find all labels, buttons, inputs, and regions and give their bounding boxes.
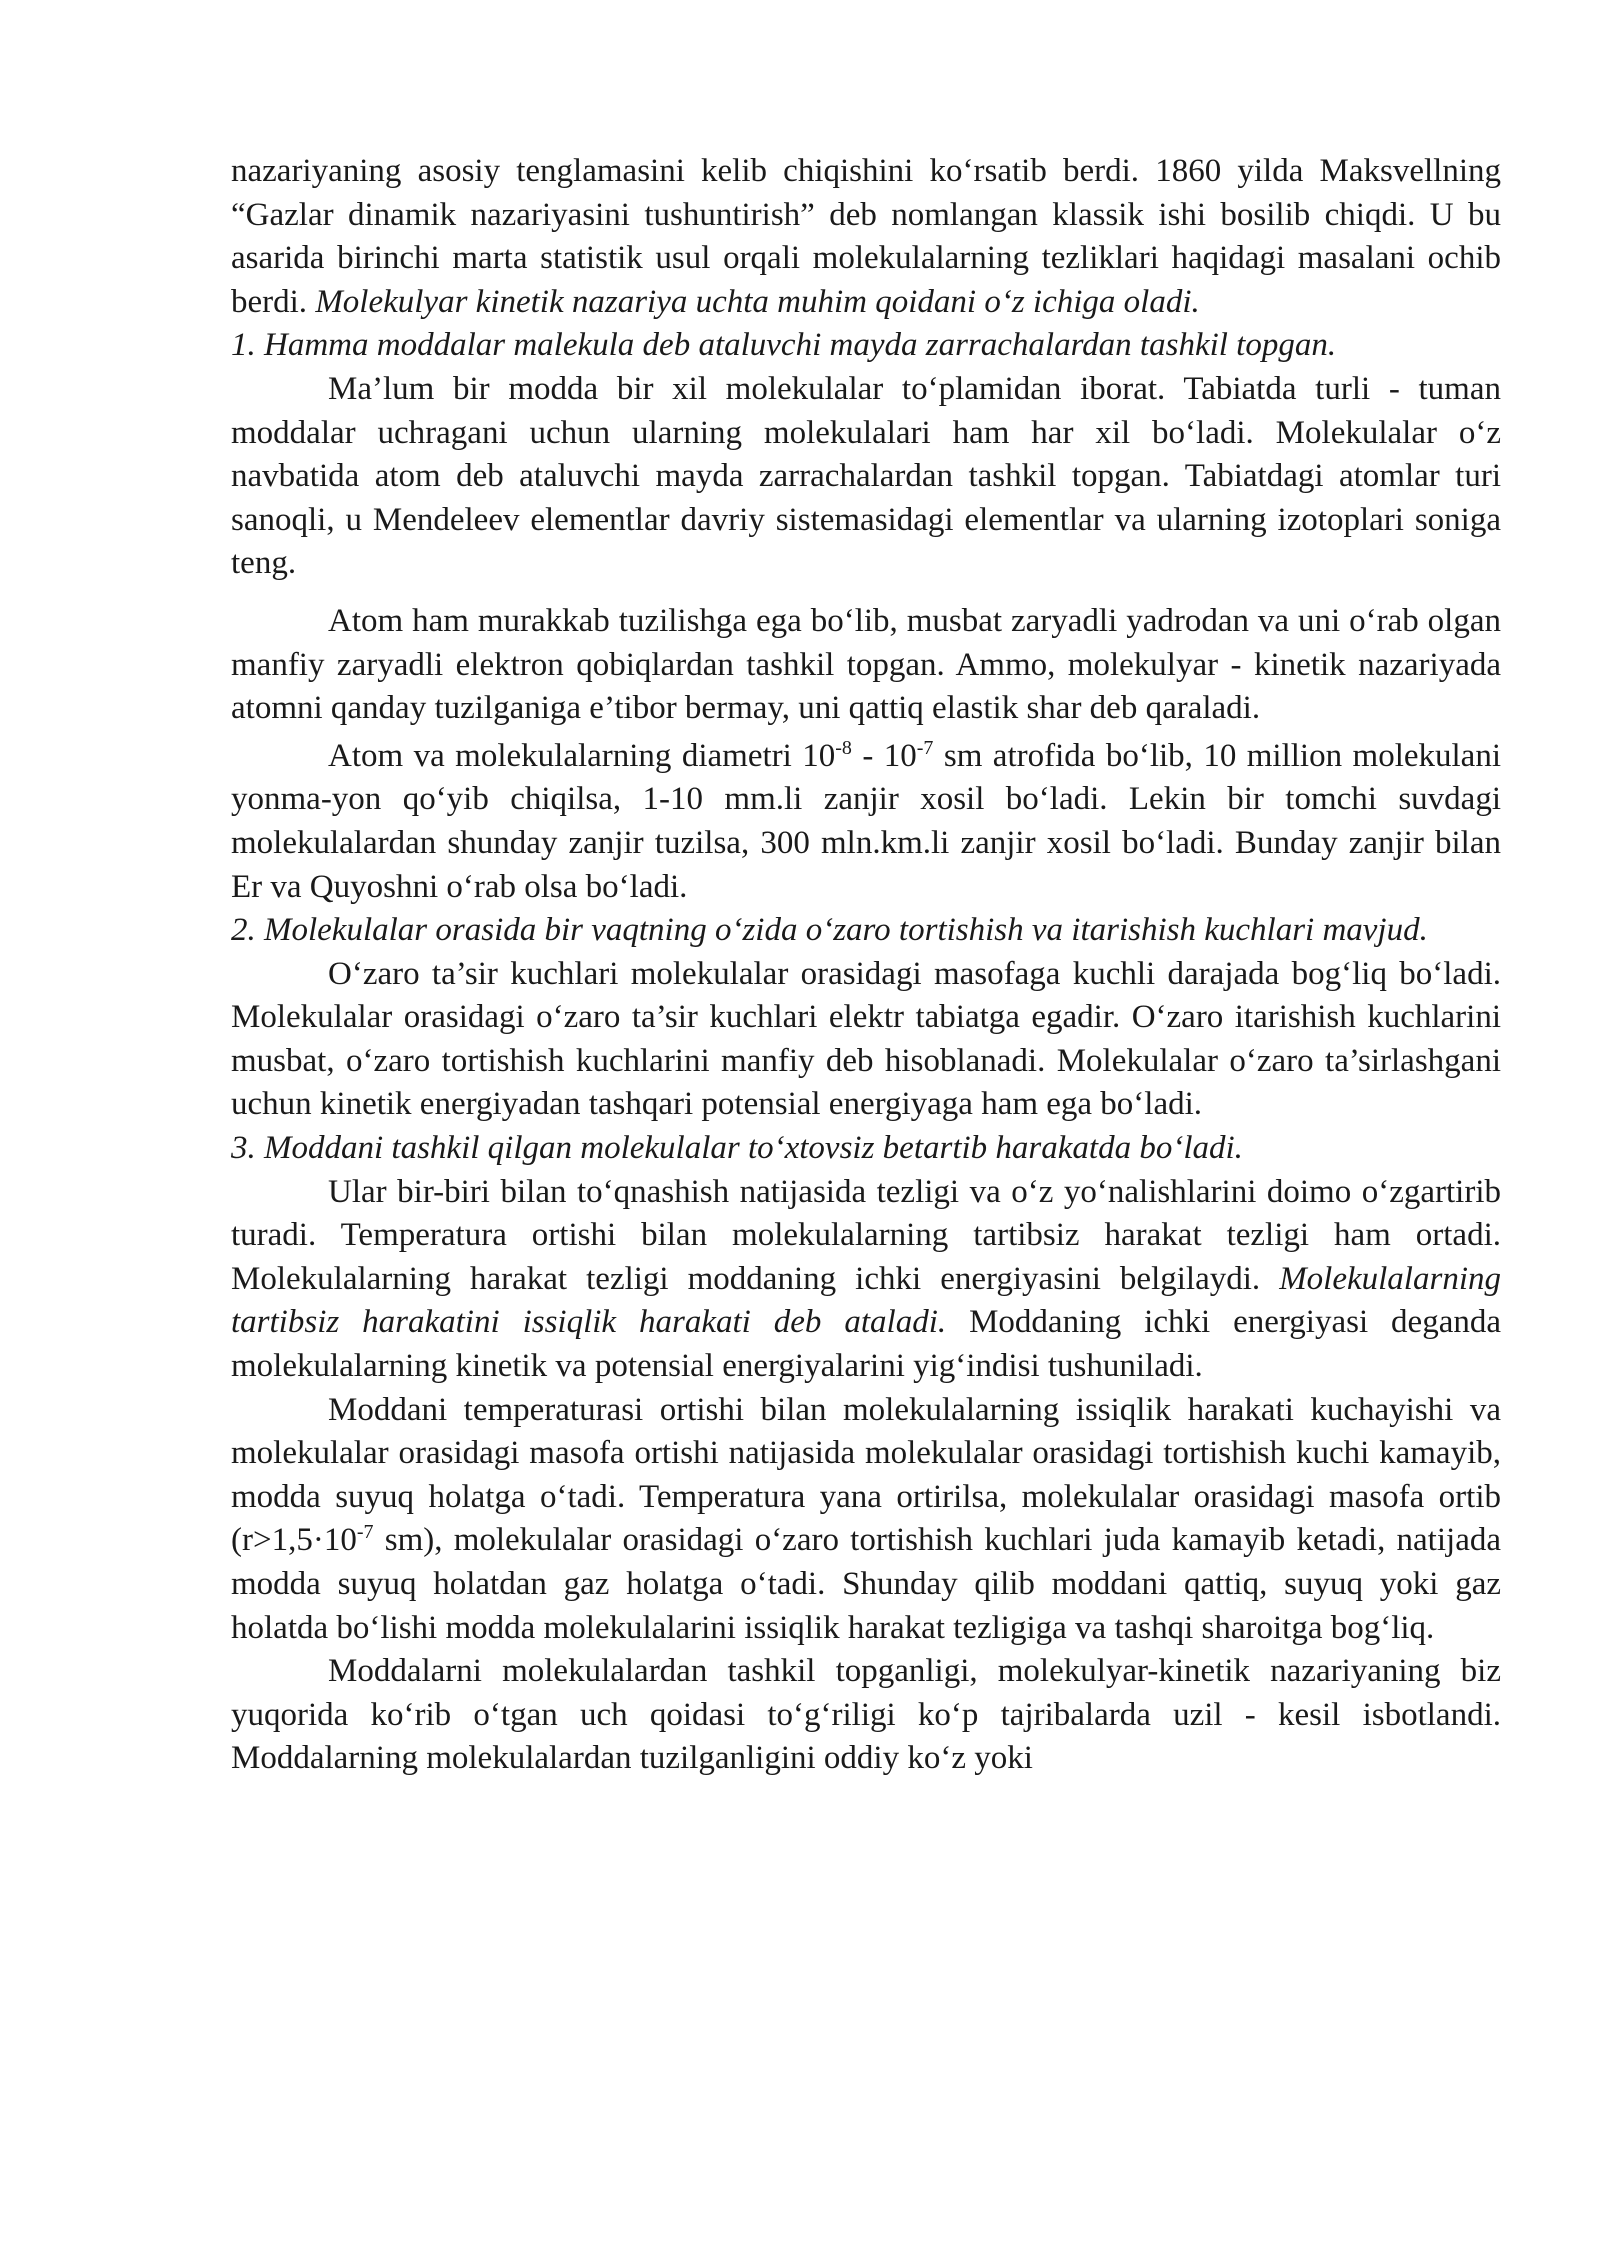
rule-3: 3. Moddani tashkil qilgan molekulalar to‘xtovsiz betartib harakatda bo‘ladi. [231,1130,1243,1167]
paragraph-intro-italic: Molekulyar kinetik nazariya uchta muhim qoidani o‘z ichiga oladi. [315,283,1200,320]
paragraph-atom-diameter [231,735,1501,909]
paragraph-intro-text: nazariyaning asosiy tenglamasini kelib chiqishini ko‘rsatib berdi. 1860 yilda Maksvellning “Gazlar dinamik nazariyasini tushuntirish” deb nomlangan klassik ishi bosilib chiqdi. U bu asarida birinchi marta statistik usul orqali molekulalarning tezliklari haqidagi masalani ochib berdi. [231,153,1501,320]
rule-2: 2. Molekulalar orasida bir vaqtning o‘zida o‘zaro tortishish va itarishish kuchlari mavjud. [231,912,1428,949]
paragraph-interaction-forces: O‘zaro ta’sir kuchlari molekulalar orasidagi masofaga kuchli darajada bog‘liq bo‘ladi. Molekulalar orasidagi o‘zaro ta’sir kuchlari elektr tabiatga egadir. O‘zaro itarishish kuchlarini musbat, o‘zaro tortishish kuchlarini manfiy deb hisoblanadi. Molekulalar o‘zaro ta’sirlashgani uchun kinetik energiyadan tashqari potensial energiyaga ham ega bo‘ladi. [231,955,1501,1123]
paragraph-phase-change [231,1389,1501,1651]
paragraph-proof: Moddalarni molekulalardan tashkil topganligi, molekulyar-kinetik nazariyaning biz yuqorida ko‘rib o‘tgan uch qoidasi to‘g‘riligi ko‘p tajribalarda uzil - kesil isbotlandi. Moddalarning molekulalardan tuzilganligini oddiy ko‘z yoki [231,1653,1501,1777]
diameter-text-c: sm atrofida bo‘lib, 10 million molekulani yonma-yon qo‘yib chiqilsa, 1-10 mm.li zanjir xosil bo‘ladi. Lekin bir tomchi suvdagi molekulalardan shunday zanjir tuzilsa, 300 mln.km.li zanjir xosil bo‘ladi. Bunday zanjir bilan Er va Quyoshni o‘rab olsa bo‘ladi. [231,737,1501,905]
document-page [231,150,1501,1781]
diameter-text-a: Atom va molekulalarning diametri 10 [328,737,836,774]
thermal-text-b: Moddaning ichki energiyasi deganda molekulalarning kinetik va potensial energiyalarini yig‘indisi tushuniladi. [231,1304,1501,1385]
rule-1: 1. Hamma moddalar malekula deb ataluvchi mayda zarrachalardan tashkil topgan. [231,327,1337,364]
exponent-3: -7 [356,1521,374,1544]
exponent-1: -8 [835,736,852,759]
exponent-2: -7 [916,736,934,759]
phase-text-b: sm), molekulalar orasidagi o‘zaro tortishish kuchlari juda kamayib ketadi, natijada modda suyuq holatdan gaz holatga o‘tadi. Shunday qilib moddani qattiq, suyuq yoki gaz holatda bo‘lishi modda molekulalarini issiqlik harakat tezligiga va tashqi sharoitga bog‘liq. [231,1522,1501,1646]
phase-text-a: Moddani temperaturasi ortishi bilan molekulalarning issiqlik harakati kuchayishi va molekulalar orasidagi masofa ortishi natijasida molekulalar orasidagi tortishish kuchi kamayib, modda suyuq holatga o‘tadi. Temperatura yana ortirilsa, molekulalar orasidagi masofa ortib (r>1,5·10 [231,1391,1501,1559]
paragraph-atom-structure: Atom ham murakkab tuzilishga ega bo‘lib, musbat zaryadli yadrodan va uni o‘rab olgan manfiy zaryadli elektron qobiqlardan tashkil topgan. Ammo, molekulyar - kinetik nazariyada atomni qanday tuzilganiga e’tibor bermay, uni qattiq elastik shar deb qaraladi. [231,602,1501,727]
thermal-italic: Molekulalarning tartibsiz harakatini issiqlik harakati deb ataladi. [231,1260,1501,1341]
paragraph-molecules: Ma’lum bir modda bir xil molekulalar to‘plamidan iborat. Tabiatda turli - tuman moddalar uchragani uchun ularning molekulalari ham har xil bo‘ladi. Molekulalar o‘z navbatida atom deb ataluvchi mayda zarrachalardan tashkil topgan. Tabiatdagi atomlar turi sanoqli, u Mendeleev elementlar davriy sistemasidagi elementlar va ularning izotoplari soniga teng. [231,370,1501,582]
diameter-text-b: - 10 [851,737,917,774]
paragraph-thermal-motion [231,1171,1501,1389]
paragraph-intro [231,150,1501,324]
thermal-text-a: Ular bir-biri bilan to‘qnashish natijasida tezligi va o‘z yo‘nalishlarini doimo o‘zgartirib turadi. Temperatura ortishi bilan molekulalarning tartibsiz harakat tezligi ham ortadi. Molekulalarning harakat tezligi moddaning ichki energiyasini belgilaydi. [231,1173,1501,1297]
